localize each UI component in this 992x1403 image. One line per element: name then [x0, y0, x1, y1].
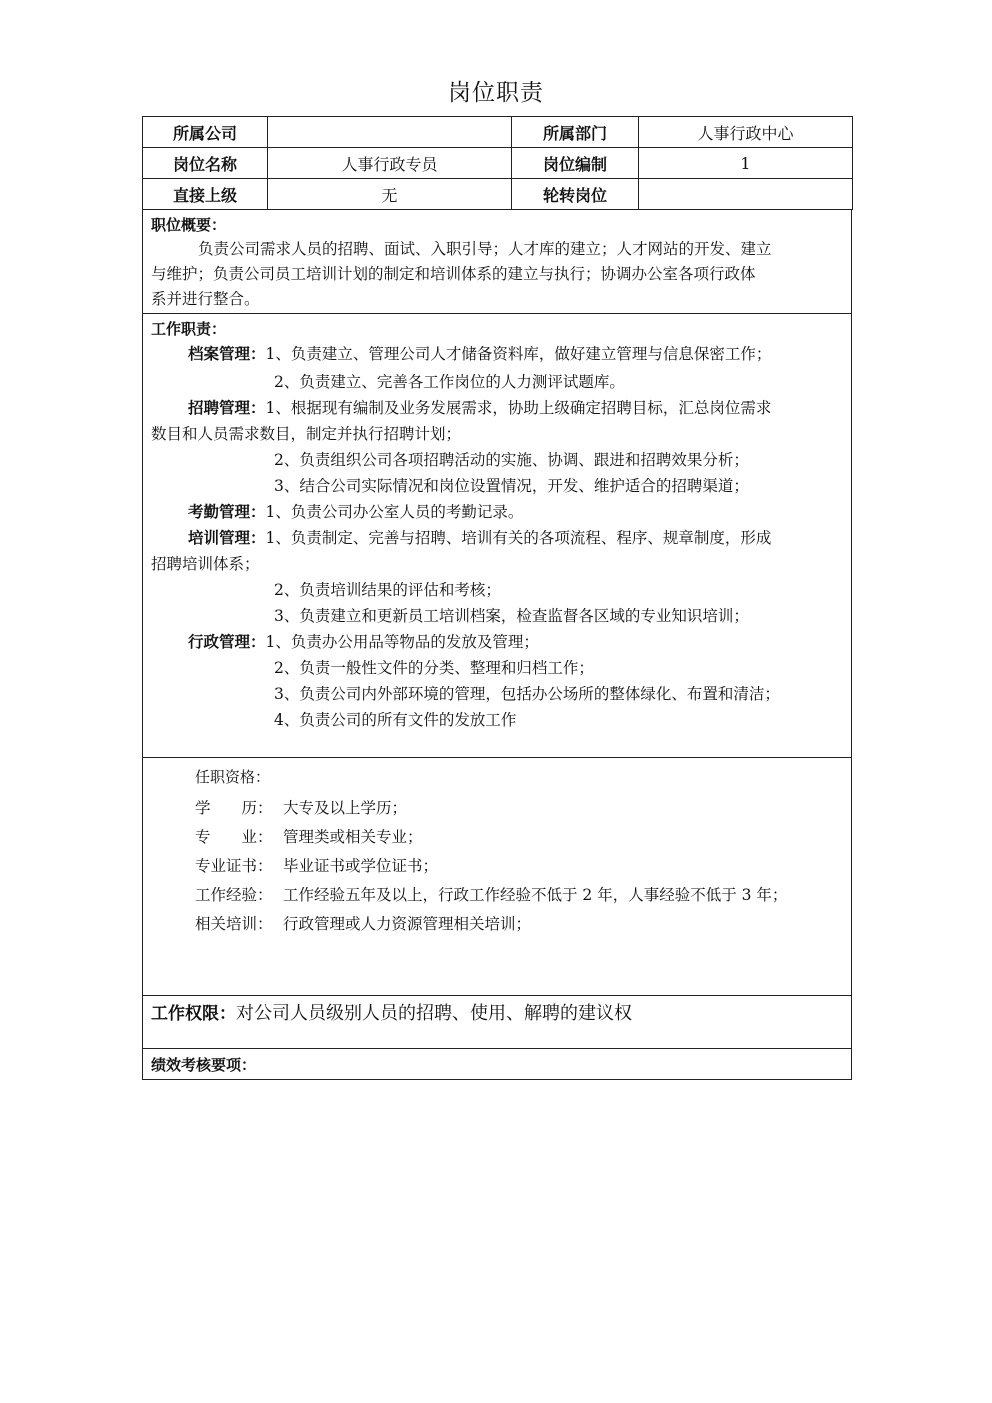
recruit-item: 2、负责组织公司各项招聘活动的实施、协调、跟进和招聘效果分析；	[274, 451, 749, 469]
table-row	[143, 179, 853, 210]
admin-row	[188, 630, 539, 652]
overview-line: 与维护；负责公司员工培训计划的制定和培训体系的建立与执行；协调办公室各项行政体	[151, 265, 756, 283]
qualification-value: 行政管理或人力资源管理相关培训；	[283, 915, 532, 933]
admin-item: 1、负责办公用品等物品的发放及管理；	[265, 633, 539, 651]
training-item: 2、负责培训结果的评估和考核；	[274, 581, 501, 599]
qualification-row	[195, 883, 787, 905]
attendance-label: 考勤管理：	[188, 503, 266, 521]
overview-section	[142, 210, 852, 314]
qualification-row	[195, 912, 531, 934]
qualification-label: 相关培训：	[195, 915, 273, 933]
table-row	[143, 117, 853, 148]
overview-line: 系并进行整合。	[151, 290, 260, 308]
qualification-label: 专业证书：	[195, 857, 273, 875]
archive-item: 2、负责建立、完善各工作岗位的人力测评试题库。	[274, 373, 625, 391]
qualification-label: 工作经验：	[195, 886, 273, 904]
recruit-item: 3、结合公司实际情况和岗位设置情况，开发、维护适合的招聘渠道；	[274, 477, 749, 495]
archive-row	[188, 342, 771, 364]
archive-label: 档案管理：	[188, 345, 266, 363]
qualification-row	[195, 854, 438, 876]
authority-value: 对公司人员级别人员的招聘、使用、解聘的建议权	[236, 1003, 632, 1024]
qualification-label: 专 业：	[195, 828, 273, 846]
qualification-label: 学 历：	[195, 799, 273, 817]
performance-section	[142, 1049, 852, 1080]
training-item: 3、负责建立和更新员工培训档案，检查监督各区域的专业知识培训；	[274, 607, 749, 625]
authority-section	[142, 996, 852, 1049]
qualifications-section	[142, 758, 852, 996]
performance-label: 绩效考核要项：	[151, 1056, 257, 1074]
admin-item: 4、负责公司的所有文件的发放工作	[274, 711, 517, 729]
attendance-item: 1、负责公司办公室人员的考勤记录。	[265, 503, 524, 521]
position-label: 岗位名称	[143, 148, 268, 179]
qualifications-heading: 任职资格：	[195, 768, 271, 786]
overview-line: 负责公司需求人员的招聘、面试、入职引导；人才库的建立；人才网站的开发、建立	[198, 240, 772, 258]
authority-row	[151, 999, 632, 1025]
qualification-value: 大专及以上学历；	[283, 799, 408, 817]
recruit-label: 招聘管理：	[188, 399, 266, 417]
superior-value: 无	[268, 179, 512, 210]
recruit-row	[188, 396, 771, 418]
duties-section	[142, 314, 852, 758]
dept-value: 人事行政中心	[639, 117, 853, 148]
company-label: 所属公司	[143, 117, 268, 148]
recruit-item: 1、根据现有编制及业务发展需求，协助上级确定招聘目标，汇总岗位需求	[265, 399, 772, 417]
qualification-row	[195, 796, 407, 818]
qualification-value: 管理类或相关专业；	[283, 828, 423, 846]
overview-heading: 职位概要：	[151, 216, 227, 234]
admin-item: 2、负责一般性文件的分类、整理和归档工作；	[274, 659, 594, 677]
superior-label: 直接上级	[143, 179, 268, 210]
qualification-row	[195, 825, 423, 847]
header-table	[142, 116, 853, 210]
rotation-label: 轮转岗位	[512, 179, 639, 210]
dept-label: 所属部门	[512, 117, 639, 148]
training-item: 1、负责制定、完善与招聘、培训有关的各项流程、程序、规章制度，形成	[265, 529, 772, 547]
headcount-label: 岗位编制	[512, 148, 639, 179]
admin-item: 3、负责公司内外部环境的管理，包括办公场所的整体绿化、布置和清洁；	[274, 685, 780, 703]
table-row	[143, 148, 853, 179]
training-label: 培训管理：	[188, 529, 266, 547]
position-value: 人事行政专员	[268, 148, 512, 179]
recruit-item-cont: 数目和人员需求数目，制定并执行招聘计划；	[151, 425, 462, 443]
training-item-cont: 招聘培训体系；	[151, 555, 260, 573]
attendance-row	[188, 500, 523, 522]
duties-heading: 工作职责：	[151, 320, 227, 338]
company-value	[268, 117, 512, 148]
rotation-value	[639, 179, 853, 210]
qualification-value: 毕业证书或学位证书；	[283, 857, 439, 875]
headcount-value: 1	[639, 148, 853, 179]
archive-item: 1、负责建立、管理公司人才储备资料库，做好建立管理与信息保密工作；	[265, 345, 772, 363]
qualification-value: 工作经验五年及以上，行政工作经验不低于 2 年，人事经验不低于 3 年；	[283, 886, 788, 904]
admin-label: 行政管理：	[188, 633, 266, 651]
page-title: 岗位职责	[448, 80, 544, 106]
authority-label: 工作权限：	[151, 1004, 236, 1024]
training-row	[188, 526, 771, 548]
